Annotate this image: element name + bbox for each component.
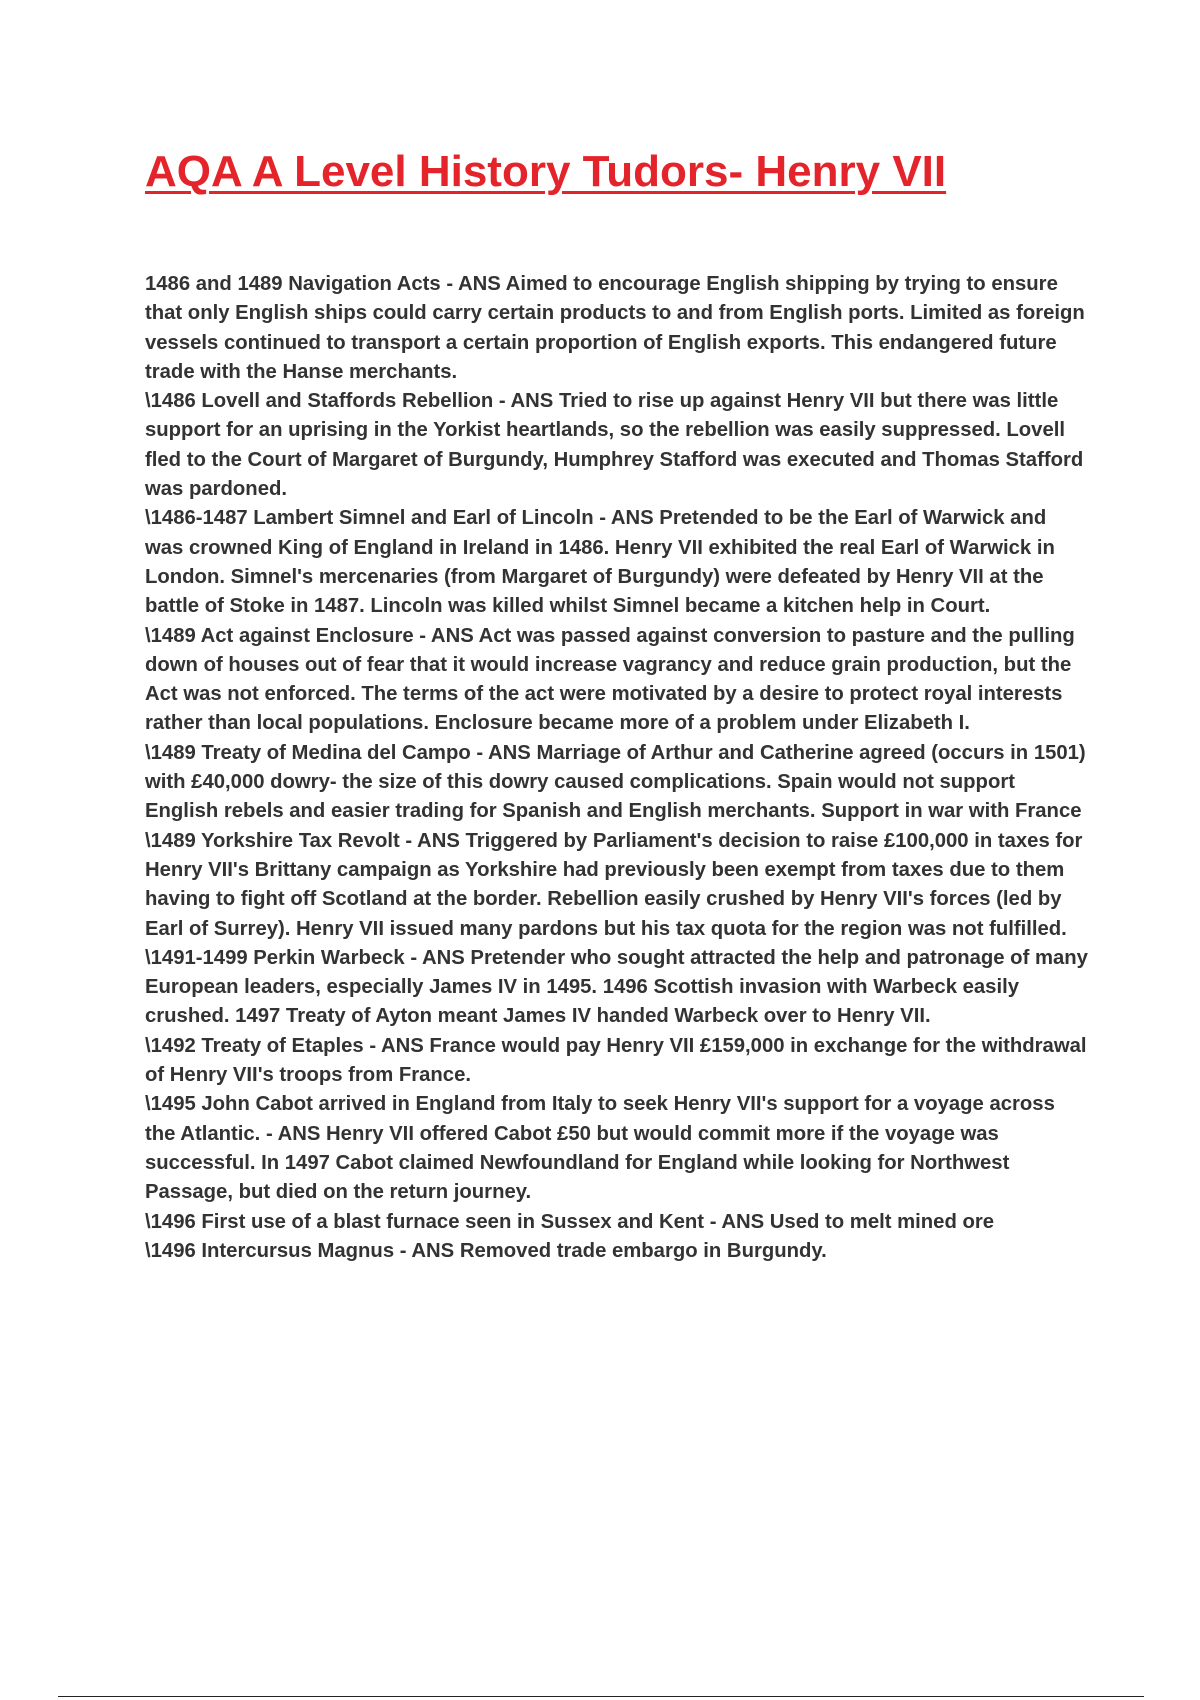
document-title: AQA A Level History Tudors- Henry VII [145, 147, 947, 196]
entry-act-against-enclosure: \1489 Act against Enclosure - ANS Act was passed against conversion to pasture and the pulling down of houses out of fear that it would increase vagrancy and reduce grain production, but the Act was not enforced. The terms of the act were motivated by a desire to protect royal interests rather than local populations. Enclosure became more of a problem under Elizabeth I. [145, 624, 1075, 735]
entry-lovell-stafford-rebellion: \1486 Lovell and Staffords Rebellion - ANS Tried to rise up against Henry VII but there was little support for an uprising in the Yorkist heartlands, so the rebellion was easily suppressed. Lovell fled to the Court of Margaret of Burgundy, Humphrey Stafford was executed and Thomas Stafford was pardoned. [145, 390, 1084, 501]
entry-navigation-acts: 1486 and 1489 Navigation Acts - ANS Aimed to encourage English shipping by trying to ensure that only English ships could carry certain products to and from English ports. Limited as foreign vessels continued to transport a certain proportion of English exports. This endangered future trade with the Hanse merchants. [145, 273, 1085, 383]
entry-medina-del-campo: \1489 Treaty of Medina del Campo - ANS Marriage of Arthur and Catherine agreed (occurs in 1501) with £40,000 dowry- the size of this dowry caused complications. Spain would not support English rebels and easier trading for Spanish and English merchants. Support in war with France [145, 741, 1086, 823]
entries-list [145, 270, 1090, 1266]
entry-yorkshire-tax-revolt: \1489 Yorkshire Tax Revolt - ANS Triggered by Parliament's decision to raise £100,000 in taxes for Henry VII's Brittany campaign as Yorkshire had previously been exempt from taxes due to them having to fight off Scotland at the border. Rebellion easily crushed by Henry VII's forces (led by Earl of Surrey). Henry VII issued many pardons but his tax quota for the region was not fulfilled. [145, 829, 1083, 940]
entry-lambert-simnel: \1486-1487 Lambert Simnel and Earl of Lincoln - ANS Pretended to be the Earl of Warwick and was crowned King of England in Ireland in 1486. Henry VII exhibited the real Earl of Warwick in London. Simnel's mercenaries (from Margaret of Burgundy) were defeated by Henry VII at the battle of Stoke in 1487. Lincoln was killed whilst Simnel became a kitchen help in Court. [145, 507, 1055, 618]
entry-intercursus-magnus: \1496 Intercursus Magnus - ANS Removed trade embargo in Burgundy. [145, 1239, 827, 1262]
entry-treaty-of-etaples: \1492 Treaty of Etaples - ANS France would pay Henry VII £159,000 in exchange for the withdrawal of Henry VII's troops from France. [145, 1034, 1087, 1087]
entry-blast-furnace: \1496 First use of a blast furnace seen in Sussex and Kent - ANS Used to melt mined ore [145, 1210, 995, 1233]
entry-perkin-warbeck: \1491-1499 Perkin Warbeck - ANS Pretender who sought attracted the help and patronage of many European leaders, especially James IV in 1495. 1496 Scottish invasion with Warbeck easily crushed. 1497 Treaty of Ayton meant James IV handed Warbeck over to Henry VII. [145, 946, 1088, 1028]
footer-divider [58, 1696, 1144, 1697]
entry-john-cabot: \1495 John Cabot arrived in England from Italy to seek Henry VII's support for a voyage across the Atlantic. - ANS Henry VII offered Cabot £50 but would commit more if the voyage was successful. In 1497 Cabot claimed Newfoundland for England while looking for Northwest Passage, but died on the return journey. [145, 1093, 1055, 1204]
